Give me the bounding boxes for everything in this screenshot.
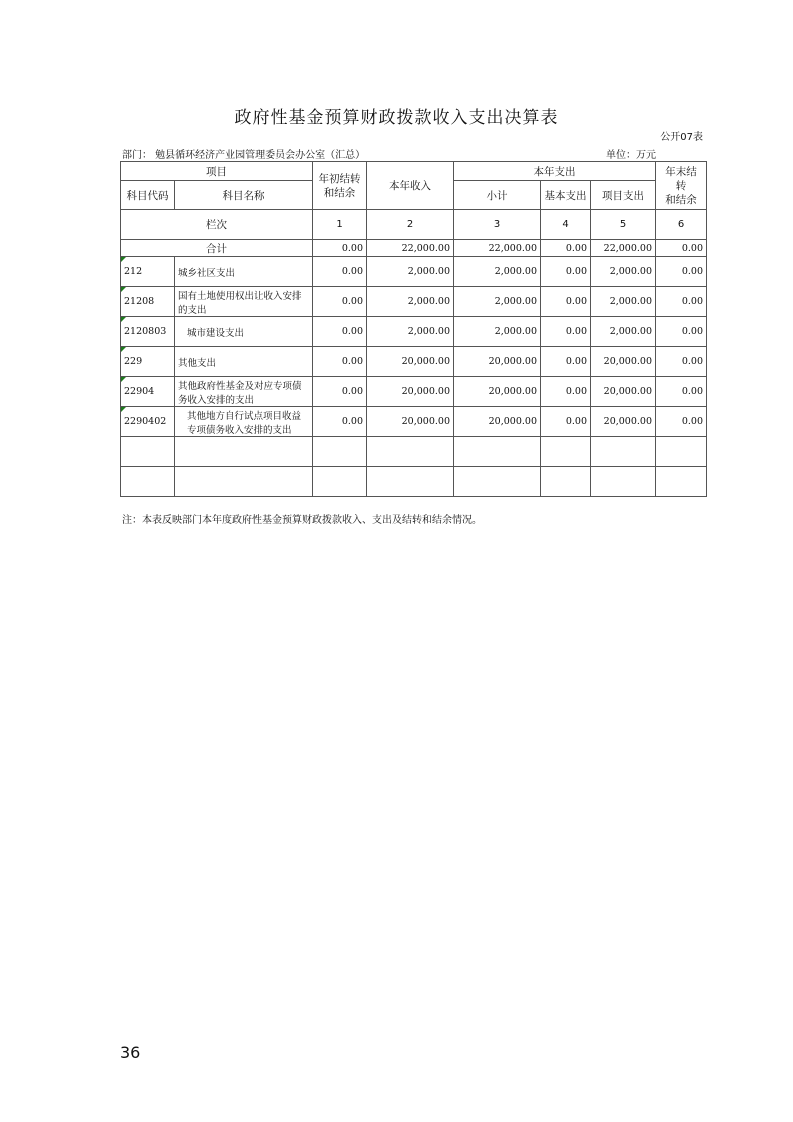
empty-cell <box>121 467 175 497</box>
table-row <box>121 377 707 407</box>
cell-value: 20,000.00 <box>367 407 454 437</box>
cell-value: 2,000.00 <box>591 287 656 317</box>
cell-marker-icon <box>121 257 126 262</box>
empty-cell <box>591 467 656 497</box>
header-end-balance-line1: 年末结 <box>665 165 697 178</box>
cell-marker-icon <box>121 287 126 292</box>
cell-value: 0.00 <box>541 377 591 407</box>
budget-table <box>120 161 707 497</box>
header-project: 项目 <box>121 162 313 181</box>
cell-value: 0.00 <box>656 347 707 377</box>
subject-code-text: 21208 <box>124 296 155 307</box>
subject-code <box>121 287 175 317</box>
cell-value: 0.00 <box>656 377 707 407</box>
empty-cell <box>313 467 367 497</box>
cell-value: 0.00 <box>313 377 367 407</box>
total-value: 22,000.00 <box>591 240 656 257</box>
table-row <box>121 347 707 377</box>
header-row-1 <box>121 162 707 181</box>
header-begin-balance: 年初结转和结余 <box>313 162 367 210</box>
total-row <box>121 240 707 257</box>
cell-value: 20,000.00 <box>591 347 656 377</box>
header-end-balance-line3: 和结余 <box>665 193 697 206</box>
cell-value: 20,000.00 <box>591 377 656 407</box>
cell-value: 20,000.00 <box>367 377 454 407</box>
empty-cell <box>591 437 656 467</box>
column-number-row <box>121 210 707 240</box>
empty-cell <box>541 467 591 497</box>
unit-label: 单位：万元 <box>606 150 656 161</box>
header-income: 本年收入 <box>367 162 454 210</box>
subject-name: 国有土地使用权出让收入安排的支出 <box>175 287 313 317</box>
header-name: 科目名称 <box>175 181 313 210</box>
subject-name: 城市建设支出 <box>175 317 313 347</box>
empty-row <box>121 467 707 497</box>
cell-value: 0.00 <box>656 287 707 317</box>
column-number: 5 <box>591 210 656 240</box>
subject-name: 其他地方自行试点项目收益专项债务收入安排的支出 <box>175 407 313 437</box>
subject-code <box>121 317 175 347</box>
header-expense: 本年支出 <box>454 162 656 181</box>
department-label: 部门： 勉县循环经济产业园管理委员会办公室（汇总） <box>122 150 366 161</box>
cell-marker-icon <box>121 407 126 412</box>
empty-cell <box>454 467 541 497</box>
column-number: 1 <box>313 210 367 240</box>
total-value: 22,000.00 <box>454 240 541 257</box>
subject-code-text: 22904 <box>124 386 155 397</box>
column-number: 3 <box>454 210 541 240</box>
page-title: 政府性基金预算财政拨款收入支出决算表 <box>234 108 559 128</box>
cell-value: 0.00 <box>656 257 707 287</box>
cell-value: 0.00 <box>541 257 591 287</box>
total-value: 0.00 <box>541 240 591 257</box>
header-end-balance <box>656 162 707 210</box>
page-number: 36 <box>120 1043 141 1062</box>
cell-value: 0.00 <box>313 347 367 377</box>
subject-code-text: 212 <box>124 266 143 277</box>
table-row <box>121 317 707 347</box>
cell-value: 0.00 <box>656 407 707 437</box>
cell-value: 2,000.00 <box>367 317 454 347</box>
empty-cell <box>367 467 454 497</box>
cell-marker-icon <box>121 377 126 382</box>
cell-value: 2,000.00 <box>454 257 541 287</box>
subject-code-text: 2290402 <box>124 416 167 427</box>
empty-cell <box>656 437 707 467</box>
cell-marker-icon <box>121 317 126 322</box>
cell-marker-icon <box>121 347 126 352</box>
empty-row <box>121 437 707 467</box>
empty-cell <box>541 437 591 467</box>
total-label: 合计 <box>121 240 313 257</box>
column-number: 4 <box>541 210 591 240</box>
cell-value: 2,000.00 <box>454 287 541 317</box>
cell-value: 2,000.00 <box>591 257 656 287</box>
cell-value: 0.00 <box>541 317 591 347</box>
total-value: 0.00 <box>656 240 707 257</box>
cell-value: 2,000.00 <box>454 317 541 347</box>
subject-name: 其他支出 <box>175 347 313 377</box>
cell-value: 0.00 <box>541 347 591 377</box>
cell-value: 20,000.00 <box>454 407 541 437</box>
subject-code <box>121 407 175 437</box>
header-code: 科目代码 <box>121 181 175 210</box>
empty-cell <box>313 437 367 467</box>
table-row <box>121 287 707 317</box>
cell-value: 20,000.00 <box>454 347 541 377</box>
total-value: 0.00 <box>313 240 367 257</box>
cell-value: 20,000.00 <box>591 407 656 437</box>
subject-code <box>121 257 175 287</box>
empty-cell <box>175 467 313 497</box>
total-value: 22,000.00 <box>367 240 454 257</box>
table-row <box>121 257 707 287</box>
subject-name: 其他政府性基金及对应专项债务收入安排的支出 <box>175 377 313 407</box>
header-subtotal: 小计 <box>454 181 541 210</box>
column-label: 栏次 <box>121 210 313 240</box>
subject-name: 城乡社区支出 <box>175 257 313 287</box>
table-row <box>121 407 707 437</box>
header-project-expense: 项目支出 <box>591 181 656 210</box>
cell-value: 0.00 <box>541 407 591 437</box>
form-number: 公开07表 <box>660 132 703 143</box>
column-number: 2 <box>367 210 454 240</box>
cell-value: 0.00 <box>313 287 367 317</box>
cell-value: 0.00 <box>656 317 707 347</box>
subject-code <box>121 377 175 407</box>
cell-value: 0.00 <box>313 407 367 437</box>
empty-cell <box>367 437 454 467</box>
empty-cell <box>121 437 175 467</box>
empty-cell <box>656 467 707 497</box>
empty-cell <box>454 437 541 467</box>
column-number: 6 <box>656 210 707 240</box>
subject-code <box>121 347 175 377</box>
cell-value: 2,000.00 <box>591 317 656 347</box>
footnote: 注：本表反映部门本年度政府性基金预算财政拨款收入、支出及结转和结余情况。 <box>122 515 482 526</box>
cell-value: 0.00 <box>313 257 367 287</box>
empty-cell <box>175 437 313 467</box>
cell-value: 20,000.00 <box>367 347 454 377</box>
cell-value: 2,000.00 <box>367 257 454 287</box>
header-basic: 基本支出 <box>541 181 591 210</box>
header-end-balance-line2: 转 <box>675 179 687 192</box>
subject-code-text: 2120803 <box>124 326 167 337</box>
cell-value: 0.00 <box>313 317 367 347</box>
cell-value: 0.00 <box>541 287 591 317</box>
cell-value: 20,000.00 <box>454 377 541 407</box>
cell-value: 2,000.00 <box>367 287 454 317</box>
subject-code-text: 229 <box>124 356 143 367</box>
